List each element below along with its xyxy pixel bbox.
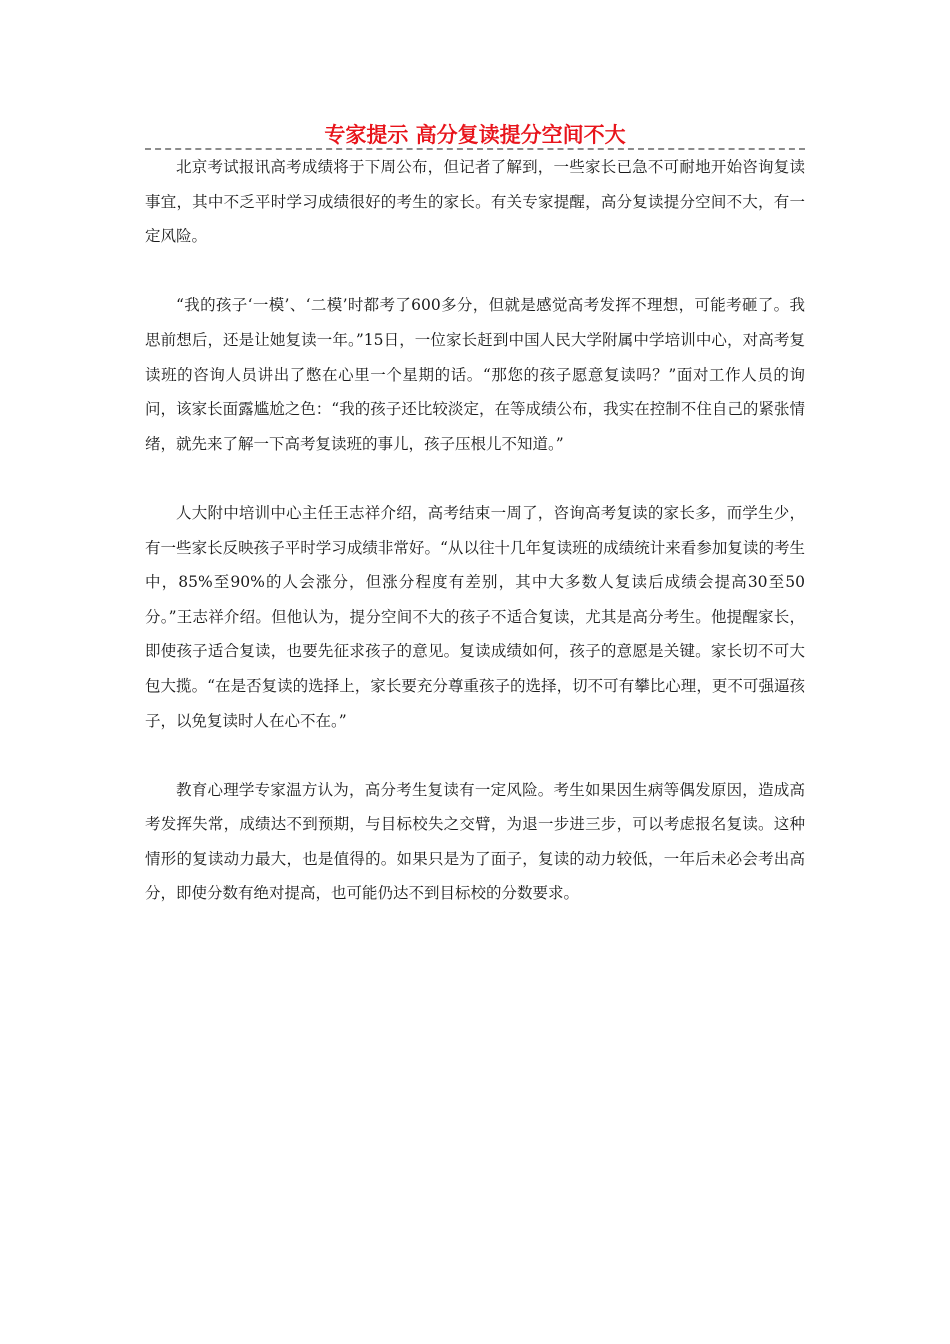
- document-title-wrap: [145, 118, 805, 152]
- title-row: [145, 118, 805, 154]
- paragraph-4: 教育心理学专家温方认为，高分考生复读有一定风险。考生如果因生病等偶发原因，造成高考发挥失常，成绩达不到预期，与目标校失之交臂，为退一步进三步，可以考虑报名复读。这种情形的复读动力最大，也是值得的。如果只是为了面子，复读的动力较低，一年后未必会考出高分，即使分数有绝对提高，也可能仍达不到目标校的分数要求。: [145, 780, 805, 903]
- article-body: [145, 150, 805, 946]
- paragraph-1: 北京考试报讯高考成绩将于下周公布，但记者了解到，一些家长已急不可耐地开始咨询复读事宜，其中不乏平时学习成绩很好的考生的家长。有关专家提醒，高分复读提分空间不大，有一定风险。: [145, 158, 805, 246]
- document-title: 专家提示 高分复读提分空间不大: [318, 123, 631, 147]
- paragraph-3: 人大附中培训中心主任王志祥介绍，高考结束一周了，咨询高考复读的家长多，而学生少，有一些家长反映孩子平时学习成绩非常好。“从以往十几年复读班的成绩统计来看参加复读的考生中，85%至90%的人会涨分，但涨分程度有差别，其中大多数人复读后成绩会提高30至50分。”王志祥介绍。但他认为，提分空间不大的孩子不适合复读，尤其是高分考生。他提醒家长，即使孩子适合复读，也要先征求孩子的意见。复读成绩如何，孩子的意愿是关键。家长切不可大包大揽。“在是否复读的选择上，家长要充分尊重孩子的选择，切不可有攀比心理，更不可强逼孩子，以免复读时人在心不在。”: [145, 503, 805, 730]
- paragraph-2: “我的孩子‘一模’、‘二模’时都考了600多分，但就是感觉高考发挥不理想，可能考砸了。我思前想后，还是让她复读一年。”15日，一位家长赶到中国人民大学附属中学培训中心，对高考复读班的咨询人员讲出了憋在心里一个星期的话。“那您的孩子愿意复读吗？”面对工作人员的询问，该家长面露尴尬之色：“我的孩子还比较淡定，在等成绩公布，我实在控制不住自己的紧张情绪，就先来了解一下高考复读班的事儿，孩子压根儿不知道。”: [145, 296, 805, 453]
